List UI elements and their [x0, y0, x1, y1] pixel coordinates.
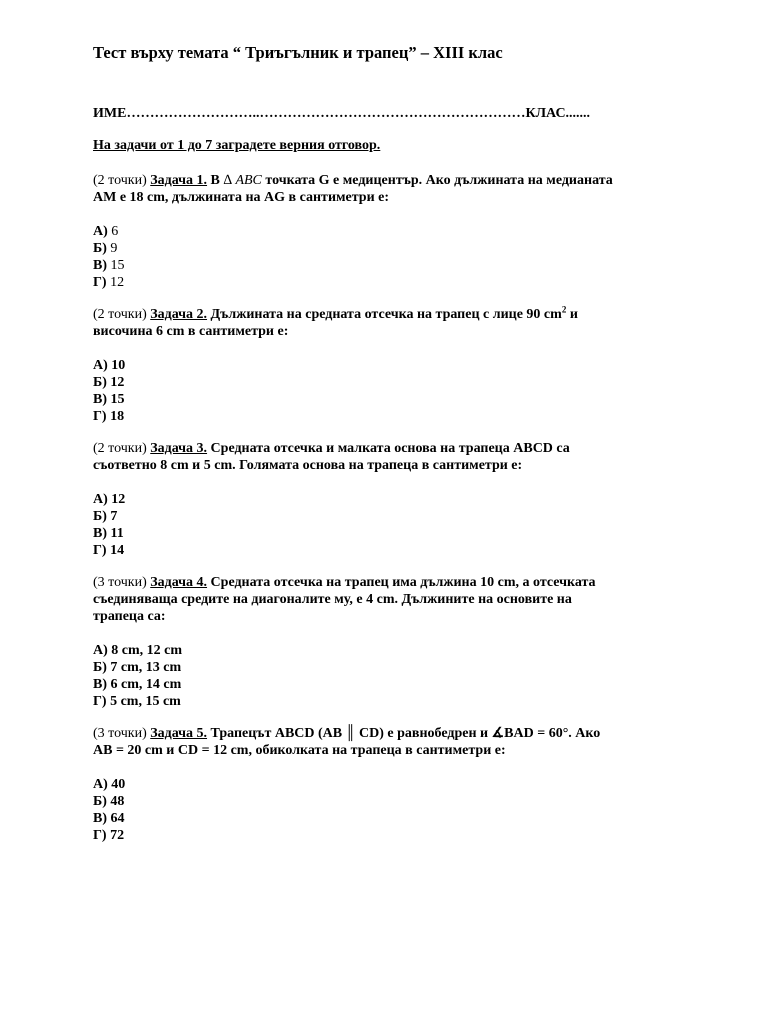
task-2-options — [93, 357, 578, 425]
task-3-line-1 — [93, 440, 570, 457]
option-label: А) — [93, 358, 108, 373]
task-1-line-1 — [93, 172, 613, 189]
option-value: 15 — [110, 392, 125, 407]
task-points: (2 точки) — [93, 441, 147, 456]
task-1-options — [93, 223, 613, 291]
option-a — [93, 357, 578, 374]
task-text: точката G е медицентър. Ако дължината на медианата — [265, 173, 613, 188]
task-text: Средната отсечка на трапец има дължина 10 cm, а отсечката — [210, 575, 596, 590]
task-text: Трапецът ABCD (AB ║ CD) е равнобедрен и ∡BAD = 60°. Ако — [210, 726, 601, 741]
task-text: и — [566, 307, 578, 322]
option-g — [93, 408, 578, 425]
triangle-symbol: ∆ ABC — [223, 173, 262, 188]
option-label: Б) — [93, 660, 107, 675]
task-text: Дължината на средната отсечка на трапец с лице 90 cm — [210, 307, 562, 322]
task-label: Задача 1. — [150, 173, 208, 188]
option-b — [93, 659, 596, 676]
option-b — [93, 508, 570, 525]
task-label: Задача 3. — [150, 441, 208, 456]
task-3-line-2: съответно 8 cm и 5 cm. Голямата основа на трапеца в сантиметри е: — [93, 458, 523, 473]
option-value: 7 cm, 13 cm — [110, 660, 182, 675]
option-v — [93, 525, 570, 542]
option-value: 8 cm, 12 cm — [111, 643, 183, 658]
task-points: (2 точки) — [93, 307, 147, 322]
task-2 — [93, 306, 578, 425]
task-4-line-3: трапеца са: — [93, 609, 166, 624]
option-label: А) — [93, 224, 108, 239]
task-4-options — [93, 642, 596, 710]
option-a — [93, 223, 613, 240]
task-4-line-1 — [93, 574, 596, 591]
task-5-line-2: AB = 20 cm и CD = 12 cm, обиколката на трапеца в сантиметри е: — [93, 743, 506, 758]
option-label: Б) — [93, 241, 107, 256]
option-value: 5 cm, 15 cm — [110, 694, 181, 709]
option-value: 18 — [110, 409, 125, 424]
task-1 — [93, 172, 613, 291]
task-text: В — [210, 173, 220, 188]
option-label: Г) — [93, 694, 107, 709]
option-label: В) — [93, 811, 107, 826]
option-value: 11 — [110, 526, 124, 541]
option-v — [93, 676, 596, 693]
option-a — [93, 642, 596, 659]
option-value: 6 cm, 14 cm — [110, 677, 182, 692]
task-label: Задача 4. — [150, 575, 208, 590]
option-label: В) — [93, 392, 107, 407]
option-label: Г) — [93, 275, 107, 290]
task-3-options — [93, 491, 570, 559]
option-g — [93, 542, 570, 559]
task-label: Задача 2. — [150, 307, 208, 322]
option-label: А) — [93, 777, 108, 792]
option-value: 64 — [110, 811, 125, 826]
option-b — [93, 240, 613, 257]
option-value: 15 — [110, 258, 125, 273]
option-v — [93, 257, 613, 274]
task-5-line-1 — [93, 725, 600, 742]
task-label: Задача 5. — [150, 726, 208, 741]
option-label: Г) — [93, 409, 107, 424]
superscript: 2 — [561, 304, 567, 315]
option-value: 9 — [110, 241, 118, 256]
task-5 — [93, 725, 600, 844]
option-label: А) — [93, 643, 108, 658]
option-b — [93, 793, 600, 810]
name-class-line: ИМЕ………………………..…………………………………………………КЛАС....... — [93, 106, 591, 121]
option-value: 7 — [110, 509, 118, 524]
option-label: В) — [93, 677, 107, 692]
instruction-text: На задачи от 1 до 7 заградете верния отговор. — [93, 138, 381, 153]
option-a — [93, 776, 600, 793]
option-label: А) — [93, 492, 108, 507]
task-2-line-1 — [93, 306, 578, 323]
option-label: В) — [93, 258, 107, 273]
task-points: (3 точки) — [93, 575, 147, 590]
task-points: (3 точки) — [93, 726, 147, 741]
task-text: Средната отсечка и малката основа на трапеца ABCD са — [210, 441, 570, 456]
option-label: Б) — [93, 375, 107, 390]
option-value: 14 — [110, 543, 125, 558]
option-g — [93, 693, 596, 710]
option-value: 72 — [110, 828, 125, 843]
option-b — [93, 374, 578, 391]
task-5-options — [93, 776, 600, 844]
option-label: В) — [93, 526, 107, 541]
option-value: 12 — [111, 492, 126, 507]
option-g — [93, 274, 613, 291]
task-1-line-2: АМ е 18 cm, дължината на AG в сантиметри е: — [93, 190, 390, 205]
option-value: 10 — [111, 358, 126, 373]
option-v — [93, 391, 578, 408]
option-a — [93, 491, 570, 508]
option-v — [93, 810, 600, 827]
page-title: Тест върху темата “ Триъгълник и трапец” – XIII клас — [93, 43, 503, 62]
option-label: Г) — [93, 543, 107, 558]
option-value: 48 — [110, 794, 125, 809]
task-4-line-2: съединяваща средите на диагоналите му, е 4 cm. Дължините на основите на — [93, 592, 572, 607]
task-points: (2 точки) — [93, 173, 147, 188]
option-label: Г) — [93, 828, 107, 843]
option-value: 12 — [110, 275, 125, 290]
option-value: 40 — [111, 777, 126, 792]
option-label: Б) — [93, 509, 107, 524]
option-g — [93, 827, 600, 844]
task-4 — [93, 574, 596, 710]
option-value: 6 — [111, 224, 119, 239]
option-value: 12 — [110, 375, 125, 390]
task-2-line-2: височина 6 cm в сантиметри е: — [93, 324, 289, 339]
task-3 — [93, 440, 570, 559]
option-label: Б) — [93, 794, 107, 809]
